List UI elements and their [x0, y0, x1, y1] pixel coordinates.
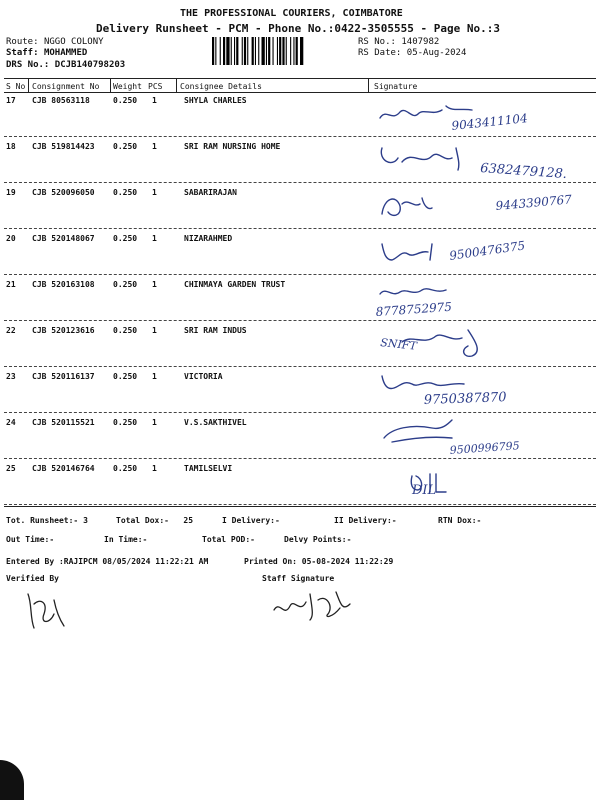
col-header-weight: Weight	[113, 82, 142, 91]
cell-consignee: SHYLA CHARLES	[184, 96, 247, 105]
cell-consignee: V.S.SAKTHIVEL	[184, 418, 247, 427]
col-divider	[28, 78, 29, 92]
cell-weight: 0.250	[113, 234, 138, 243]
cell-signature	[372, 414, 596, 458]
table-row	[0, 138, 600, 184]
col-header-consignee: Consignee Details	[180, 82, 262, 91]
handwritten-signature	[372, 92, 596, 136]
cell-sno: 22	[6, 326, 16, 335]
col-header-signature: Signature	[374, 82, 418, 91]
rs-date-line	[358, 48, 466, 58]
table-row	[0, 368, 600, 414]
table-row	[0, 322, 600, 368]
row-separator	[4, 504, 596, 505]
barcode-bar	[279, 37, 281, 65]
barcode-bar	[290, 37, 291, 65]
barcode-bar	[273, 37, 274, 65]
barcode-bar	[268, 37, 270, 65]
cell-weight: 0.250	[113, 372, 138, 381]
handwritten-signature	[372, 276, 596, 320]
barcode-bar	[231, 37, 232, 65]
cell-weight: 0.250	[113, 280, 138, 289]
in-time: In Time:-	[104, 535, 148, 544]
barcode-bar	[262, 37, 265, 65]
rs-no-value: 1407982	[401, 37, 440, 47]
cell-consignee: TAMILSELVI	[184, 464, 233, 473]
table-row	[0, 414, 600, 460]
barcode-bar	[296, 37, 298, 65]
entered-by: Entered By :RAJIPCM 08/05/2024 11:22:21 AM	[6, 557, 209, 566]
barcode-bar	[266, 37, 267, 65]
barcode-bar	[258, 37, 259, 65]
cell-consignment: CJB 520146764	[32, 464, 95, 473]
cell-signature	[372, 230, 596, 274]
cell-sno: 20	[6, 234, 16, 243]
total-dox: Total Dox:- 25	[116, 516, 194, 525]
cell-sno: 19	[6, 188, 16, 197]
cell-signature	[372, 460, 596, 504]
cell-pcs: 1	[152, 280, 157, 289]
cell-consignment: CJB 80563118	[32, 96, 90, 105]
cell-signature	[372, 138, 596, 182]
handwritten-signature	[372, 184, 596, 228]
cell-weight: 0.250	[113, 188, 138, 197]
barcode-bar	[215, 37, 216, 65]
col-header-pcs: PCS	[148, 82, 163, 91]
verifier-signature	[20, 584, 80, 634]
barcode-bar	[247, 37, 248, 65]
cell-signature	[372, 368, 596, 412]
cell-weight: 0.250	[113, 326, 138, 335]
col-divider	[176, 78, 177, 92]
table-row	[0, 276, 600, 322]
cell-pcs: 1	[152, 418, 157, 427]
barcode-bar	[226, 37, 229, 65]
cell-pcs: 1	[152, 372, 157, 381]
rs-date-label: RS Date:	[358, 48, 402, 58]
barcode-bar	[286, 37, 287, 65]
cell-consignment: CJB 520148067	[32, 234, 95, 243]
row-separator	[4, 366, 596, 367]
table-row	[0, 460, 600, 506]
row-separator	[4, 228, 596, 229]
handwritten-phone: 9443390767	[495, 192, 573, 213]
cell-sno: 23	[6, 372, 16, 381]
barcode-bar	[255, 37, 256, 65]
total-runsheet: Tot. Runsheet:- 3	[6, 516, 88, 525]
staff-value: MOHAMMED	[43, 48, 88, 58]
handwritten-signature	[372, 368, 596, 412]
cell-pcs: 1	[152, 96, 157, 105]
staff-signature	[270, 584, 360, 624]
barcode-bar	[244, 37, 246, 65]
ii-delivery: II Delivery:-	[334, 516, 397, 525]
cell-consignment: CJB 520123616	[32, 326, 95, 335]
rs-no-label: RS No.:	[358, 37, 396, 47]
col-divider	[110, 78, 111, 92]
out-time: Out Time:-	[6, 535, 55, 544]
cell-pcs: 1	[152, 234, 157, 243]
handwritten-phone: 9500996795	[449, 439, 521, 457]
drs-value: DCJB140798203	[54, 60, 126, 70]
handwritten-phone: DIL	[412, 483, 437, 498]
route-label: Route:	[6, 37, 39, 47]
row-separator	[4, 412, 596, 413]
table-row	[0, 184, 600, 230]
totals-rule	[4, 506, 596, 507]
row-separator	[4, 458, 596, 459]
rs-date-value: 05-Aug-2024	[406, 48, 467, 58]
runsheet-subtitle: Delivery Runsheet - PCM - Phone No.:0422-3505555 - Page No.:3	[96, 22, 500, 35]
handwritten-signature	[372, 230, 596, 274]
drs-label: DRS No.:	[6, 60, 50, 70]
cell-pcs: 1	[152, 326, 157, 335]
row-separator	[4, 274, 596, 275]
row-separator	[4, 182, 596, 183]
delvy-points: Delvy Points:-	[284, 535, 352, 544]
cell-consignee: SRI RAM NURSING HOME	[184, 142, 281, 151]
handwritten-signature	[372, 414, 596, 458]
cell-consignee: SRI RAM INDUS	[184, 326, 247, 335]
rs-no-line	[358, 37, 439, 47]
staff-signature-label: Staff Signature	[262, 574, 335, 583]
cell-consignment: CJB 520116137	[32, 372, 95, 381]
row-separator	[4, 136, 596, 137]
staff-label: Staff:	[6, 48, 39, 58]
handwritten-phone: 8778752975	[375, 299, 453, 319]
cell-consignment: CJB 519814423	[32, 142, 95, 151]
table-top-rule	[4, 78, 596, 79]
cell-consignee: SABARIRAJAN	[184, 188, 237, 197]
staff-line	[6, 48, 87, 58]
cell-consignment: CJB 520096050	[32, 188, 95, 197]
cell-weight: 0.250	[113, 418, 138, 427]
cell-consignee: NIZARAHMED	[184, 234, 233, 243]
handwritten-signature	[372, 322, 596, 366]
barcode-bar	[242, 37, 243, 65]
total-pod: Total POD:-	[202, 535, 255, 544]
cell-pcs: 1	[152, 464, 157, 473]
scan-shadow	[0, 760, 24, 800]
cell-sno: 21	[6, 280, 16, 289]
barcode-bar	[300, 37, 303, 65]
barcode-bar	[282, 37, 284, 65]
handwritten-phone: 9043411104	[450, 111, 529, 133]
cell-weight: 0.250	[113, 96, 138, 105]
cell-signature	[372, 322, 596, 366]
printed-on: Printed On: 05-08-2024 11:22:29	[244, 557, 394, 566]
col-header-consignment: Consignment No	[32, 82, 100, 91]
route-value: NGGO COLONY	[43, 37, 104, 47]
verified-by: Verified By	[6, 574, 59, 583]
cell-sno: 24	[6, 418, 16, 427]
cell-sno: 25	[6, 464, 16, 473]
cell-pcs: 1	[152, 142, 157, 151]
barcode-bar	[236, 37, 238, 65]
drs-line	[6, 60, 125, 70]
handwritten-signature	[372, 138, 596, 182]
row-separator	[4, 320, 596, 321]
cell-signature	[372, 184, 596, 228]
cell-signature	[372, 92, 596, 136]
barcode	[212, 37, 352, 65]
barcode-bar	[277, 37, 278, 65]
barcode-bar	[234, 37, 235, 65]
handwritten-phone: 6382479128.	[479, 161, 568, 182]
cell-consignee: CHINMAYA GARDEN TRUST	[184, 280, 286, 289]
handwritten-phone: SNIFT	[379, 336, 418, 353]
cell-consignment: CJB 520115521	[32, 418, 95, 427]
cell-consignment: CJB 520163108	[32, 280, 95, 289]
rtn-dox: RTN Dox:-	[438, 516, 482, 525]
cell-signature	[372, 276, 596, 320]
cell-pcs: 1	[152, 188, 157, 197]
handwritten-phone: 9500476375	[448, 238, 527, 263]
i-delivery: I Delivery:-	[222, 516, 280, 525]
barcode-bar	[252, 37, 254, 65]
handwritten-signature	[372, 460, 596, 504]
barcode-bar	[293, 37, 294, 65]
cell-sno: 17	[6, 96, 16, 105]
barcode-bar	[220, 37, 221, 65]
cell-weight: 0.250	[113, 464, 138, 473]
handwritten-phone: 9750387870	[423, 390, 507, 408]
route-line	[6, 37, 104, 47]
company-name: THE PROFESSIONAL COURIERS, COIMBATORE	[180, 8, 403, 19]
col-header-sno: S No	[6, 82, 26, 91]
table-row	[0, 92, 600, 138]
col-divider	[368, 78, 369, 92]
barcode-bar	[223, 37, 225, 65]
table-row	[0, 230, 600, 276]
cell-weight: 0.250	[113, 142, 138, 151]
barcode-bar	[212, 37, 214, 65]
cell-consignee: VICTORIA	[184, 372, 223, 381]
cell-sno: 18	[6, 142, 16, 151]
